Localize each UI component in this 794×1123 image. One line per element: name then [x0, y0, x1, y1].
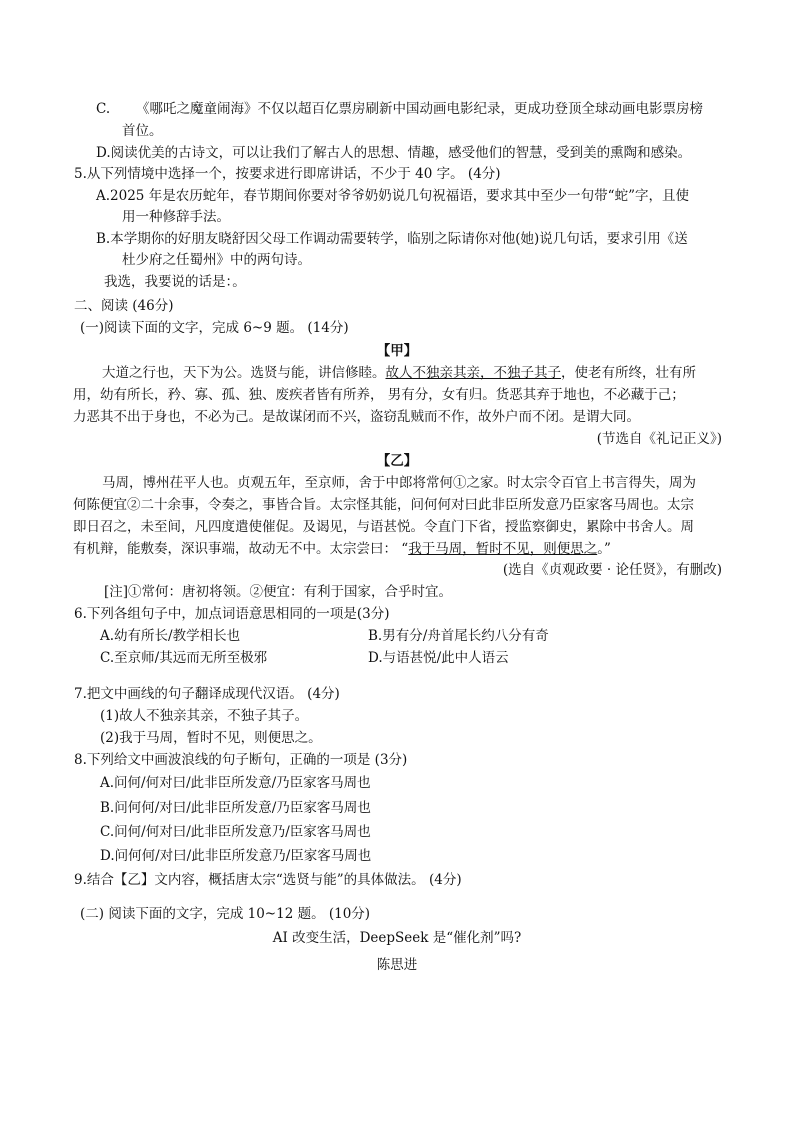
passage-yi-underlined-sentence: 我于马周，暂时不见，则便思之	[408, 541, 598, 557]
section2-title: 二、阅读 (46分)	[74, 298, 174, 314]
q5-stem: 5.从下列情境中选择一个，按要求进行即席讲话，不少于 40 字。 (4分)	[74, 166, 501, 182]
passage-jia-line1-a: 大道之行也，天下为公。选贤与能，讲信修睦。	[102, 365, 386, 381]
passage-jia-underlined-sentence: 故人不独亲其亲，不独子其子	[385, 365, 561, 381]
passage-yi-note: [注]①常何：唐初将领。②便宜：有利于国家，合乎时宜。	[104, 584, 453, 600]
q8-option-b: B.问何何/对曰/此非臣所发意/乃臣家客马周也	[100, 800, 371, 816]
q5-answer-line: 我选，我要说的话是：。	[104, 274, 246, 290]
passage-jia-line3: 力恶其不出于身也，不必为己。是故谋闭而不兴，盗窃乱贼而不作，故外户而不闭。是谓大同。	[73, 409, 640, 425]
q8-option-a: A.问何/何对曰/此非臣所发意/乃臣家客马周也	[100, 775, 371, 791]
q7-sentence-1: (1)故人不独亲其亲，不独子其子。	[100, 708, 309, 724]
part2-stem: (二) 阅读下面的文字，完成 10~12 题。 (10分)	[80, 906, 371, 922]
q6-option-d: D.与语甚悦/此中人语云	[368, 650, 509, 666]
q5-option-b-line1: B.本学期你的好朋友晓舒因父母工作调动需要转学，临别之际请你对他(她)说几句话，要求引用《送	[96, 231, 688, 247]
passage-yi-line4-b: 。”	[597, 541, 611, 557]
q5-option-b-line2: 杜少府之任蜀州》中的两句诗。	[122, 252, 311, 268]
q8-option-c: C.问何/何对曰/此非臣所发意乃/臣家客马周也	[100, 824, 371, 840]
q5-option-a-line2: 用一种修辞手法。	[122, 209, 230, 225]
q4-option-d: D.阅读优美的古诗文，可以让我们了解古人的思想、情趣，感受他们的智慧，受到美的熏陶和感染。	[96, 145, 692, 161]
q5-option-a-line1: A.2025 年是农历蛇年，春节期间你要对爷爷奶奶说几句祝福语，要求其中至少一句带“蛇”字，且使	[96, 188, 689, 204]
q4-option-c-line1: 《哪吒之魔童闹海》不仅以超百亿票房刷新中国动画电影纪录，更成功登顶全球动画电影票房榜	[136, 101, 703, 117]
passage-jia-line2: 用，幼有所长，矜、寡、孤、独、废疾者皆有所养， 男有分，女有归。货恶其弃于地也，不必藏于己；	[73, 387, 685, 403]
article-title: AI 改变生活，DeepSeek 是“催化剂”吗?	[272, 930, 522, 946]
q9-stem: 9.结合【乙】文内容，概括唐太宗“选贤与能”的具体做法。 (4分)	[74, 872, 462, 888]
q7-stem: 7.把文中画线的句子翻译成现代汉语。 (4分)	[74, 686, 340, 702]
q4-option-c-line2: 首位。	[122, 123, 163, 139]
section2-part1-stem: (一)阅读下面的文字，完成 6~9 题。 (14分)	[80, 320, 349, 336]
passage-yi-line1: 马周，博州茌平人也。贞观五年，至京师，舍于中郎将常何①之家。时太宗令百官上书言得失，周为	[102, 475, 696, 491]
passage-jia-line1-b: ，使老有所终，壮有所	[561, 365, 696, 381]
q8-stem: 8.下列给文中画波浪线的句子断句，正确的一项是 (3分)	[74, 752, 408, 768]
q7-sentence-2: (2)我于马周，暂时不见，则便思之。	[100, 730, 322, 746]
passage-yi-heading: 【乙】	[376, 453, 418, 469]
q6-stem: 6.下列各组句子中，加点词语意思相同的一项是(3分)	[74, 606, 390, 622]
passage-yi-line3: 即日召之，未至间，凡四度遣使催促。及谒见，与语甚悦。令直门下省，授监察御史，累除中书舍人。周	[73, 519, 694, 535]
q8-option-d: D.问何何/对曰/此非臣所发意乃/臣家客马周也	[100, 848, 372, 864]
article-author: 陈思进	[376, 957, 418, 973]
q6-option-a: A.幼有所长/教学相长也	[100, 628, 241, 644]
passage-yi-source: (选自《贞观政要 · 论任贤》，有删改)	[502, 562, 722, 578]
q6-option-b: B.男有分/舟首尾长约八分有奇	[368, 628, 549, 644]
q6-option-c: C.至京师/其远而无所至极邪	[100, 650, 268, 666]
passage-jia-heading: 【甲】	[376, 343, 418, 359]
passage-yi-line2: 何陈便宜②二十余事，令奏之，事皆合旨。太宗怪其能，问何何对曰此非臣所发意乃臣家客马周也。太宗	[73, 497, 694, 513]
passage-jia-line1	[102, 364, 696, 382]
passage-yi-line4	[73, 540, 611, 558]
q4-option-c-label: C.	[96, 101, 111, 117]
passage-yi-line4-a: 有机辩，能敷奏，深识事端，故动无不中。太宗尝曰： “	[73, 541, 409, 557]
passage-jia-source: (节选自《礼记正义》)	[596, 431, 722, 447]
